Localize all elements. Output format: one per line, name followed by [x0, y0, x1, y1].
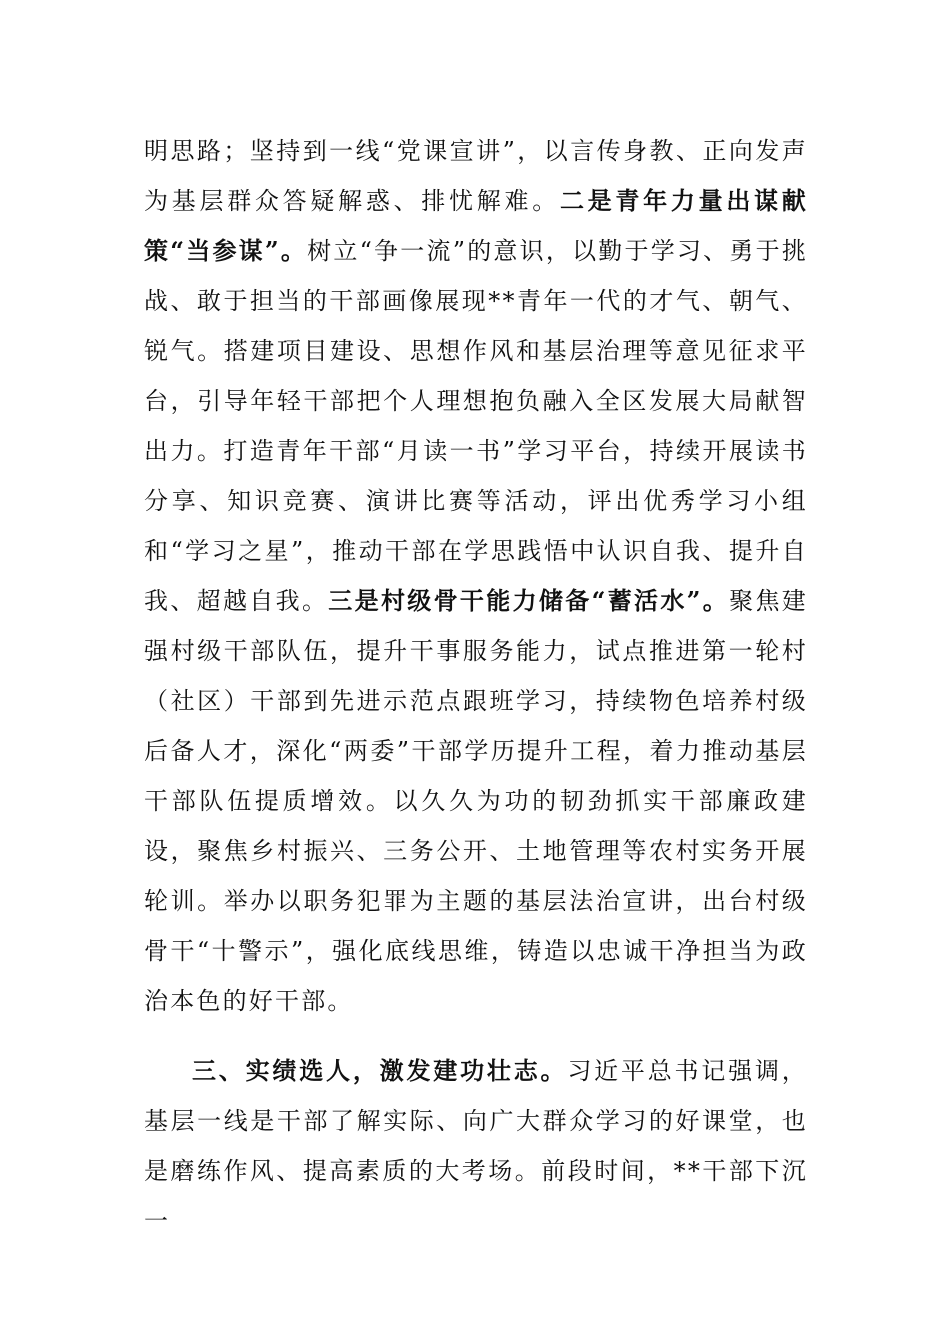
paragraph-text: 聚焦建强村级干部队伍，提升干事服务能力，试点推进第一轮村（社区）干部到先进示范点跟班学习，持续物色培养村级后备人才，深化“两委”干部学历提升工程，着力推动基层干部队伍提质增效。以久久为功的韧劲抓实干部廉政建设，聚焦乡村振兴、三务公开、土地管理等农村实务开展轮训。举办以职务犯罪为主题的基层法治宣讲，出台村级骨干“十警示”，强化底线思维，铸造以忠诚干净担当为政治本色的好干部。 [144, 587, 808, 1015]
paragraph-section-three [144, 1046, 808, 1246]
subheading-youth-force: 二是青年力量出谋献策“当参谋”。 [144, 186, 808, 265]
paragraph-continued [144, 126, 808, 1026]
paragraph-text: 树立“争一流”的意识，以勤于学习、勇于挑战、敢于担当的干部画像展现**青年一代的才气、朝气、锐气。搭建项目建设、思想作风和基层治理等意见征求平台，引导年轻干部把个人理想抱负融入全区发展大局献智出力。打造青年干部“月读一书”学习平台，持续开展读书分享、知识竞赛、演讲比赛等活动，评出优秀学习小组和“学习之星”，推动干部在学思践悟中认识自我、提升自我、超越自我。 [144, 237, 808, 615]
subheading-village-backbone: 三是村级骨干能力储备“蓄活水”。 [328, 586, 730, 615]
paragraph-text: 习近平总书记强调，基层一线是干部了解实际、向广大群众学习的好课堂，也是磨练作风、提高素质的大考场。前段时间，**干部下沉一 [144, 1057, 808, 1235]
document-body [144, 126, 808, 1246]
section-heading-three: 三、实绩选人，激发建功壮志。 [192, 1056, 568, 1085]
paragraph-text: 明思路；坚持到一线“党课宣讲”，以言传身教、正向发声为基层群众答疑解惑、排忧解难。 [144, 137, 808, 215]
